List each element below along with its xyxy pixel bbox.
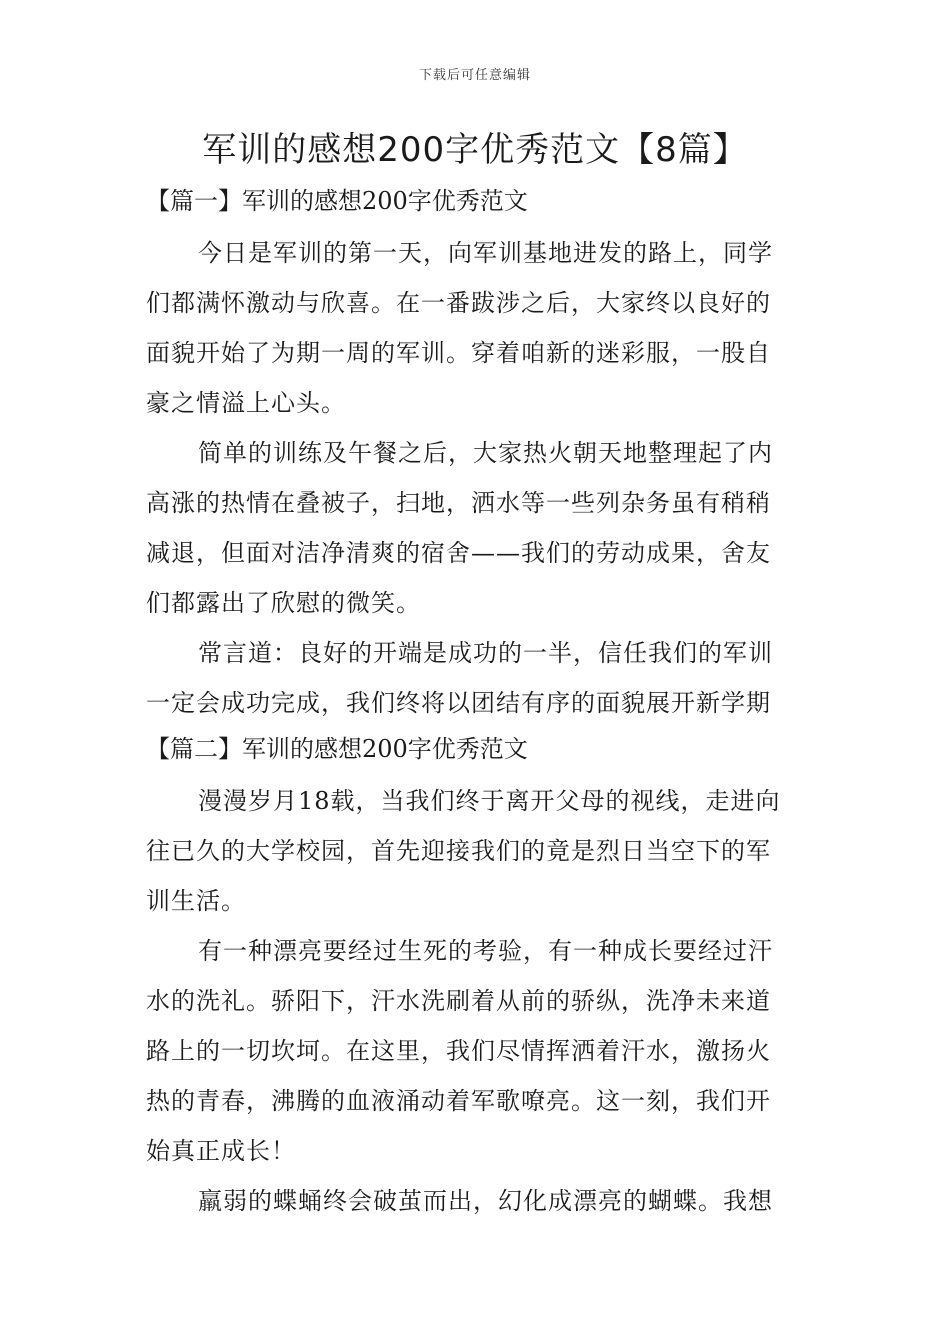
text-line: 往已久的大学校园，首先迎接我们的竟是烈日当空下的军 — [146, 837, 771, 865]
text-line: 有一种漂亮要经过生死的考验，有一种成长要经过汗 — [198, 937, 773, 965]
section-2 — [146, 728, 806, 1226]
text-line: 今日是军训的第一天，向军训基地进发的路上，同学 — [198, 239, 773, 267]
text-line: 水的洗礼。骄阳下，汗水洗刷着从前的骄纵，洗净未来道 — [146, 987, 771, 1015]
text-line: 豪之情溢上心头。 — [146, 389, 346, 417]
text-line: 常言道：良好的开端是成功的一半，信任我们的军训 — [198, 639, 773, 667]
paragraph — [146, 776, 806, 926]
paragraph — [146, 428, 806, 628]
page-header-note: 下载后可任意编辑 — [418, 68, 531, 83]
text-line: 始真正成长！ — [146, 1137, 296, 1165]
paragraph — [146, 228, 806, 428]
text-line: 们都露出了欣慰的微笑。 — [146, 589, 421, 617]
text-line: 羸弱的蝶蛹终会破茧而出，幻化成漂亮的蝴蝶。我想 — [198, 1187, 773, 1215]
paragraph — [146, 926, 806, 1176]
text-line: 高涨的热情在叠被子，扫地，洒水等一些列杂务虽有稍稍 — [146, 489, 771, 517]
document-title: 军训的感想200字优秀范文【8篇】 — [202, 130, 748, 170]
paragraph — [146, 1176, 806, 1226]
text-line: 简单的训练及午餐之后，大家热火朝天地整理起了内 — [198, 439, 773, 467]
paragraph — [146, 628, 806, 728]
text-line: 减退，但面对洁净清爽的宿舍——我们的劳动成果，舍友 — [146, 539, 771, 567]
text-line: 一定会成功完成，我们终将以团结有序的面貌展开新学期 — [146, 689, 771, 717]
document-body — [146, 180, 806, 1226]
text-line: 们都满怀激动与欣喜。在一番跋涉之后，大家终以良好的 — [146, 289, 771, 317]
section-1 — [146, 180, 806, 728]
text-line: 漫漫岁月18载，当我们终于离开父母的视线，走进向 — [198, 787, 781, 815]
section-heading: 【篇一】军训的感想200字优秀范文 — [146, 187, 528, 215]
text-line: 热的青春，沸腾的血液涌动着军歌嘹亮。这一刻，我们开 — [146, 1087, 771, 1115]
section-heading: 【篇二】军训的感想200字优秀范文 — [146, 735, 528, 763]
text-line: 训生活。 — [146, 887, 246, 915]
text-line: 路上的一切坎坷。在这里，我们尽情挥洒着汗水，激扬火 — [146, 1037, 771, 1065]
text-line: 面貌开始了为期一周的军训。穿着咱新的迷彩服，一股自 — [146, 339, 771, 367]
